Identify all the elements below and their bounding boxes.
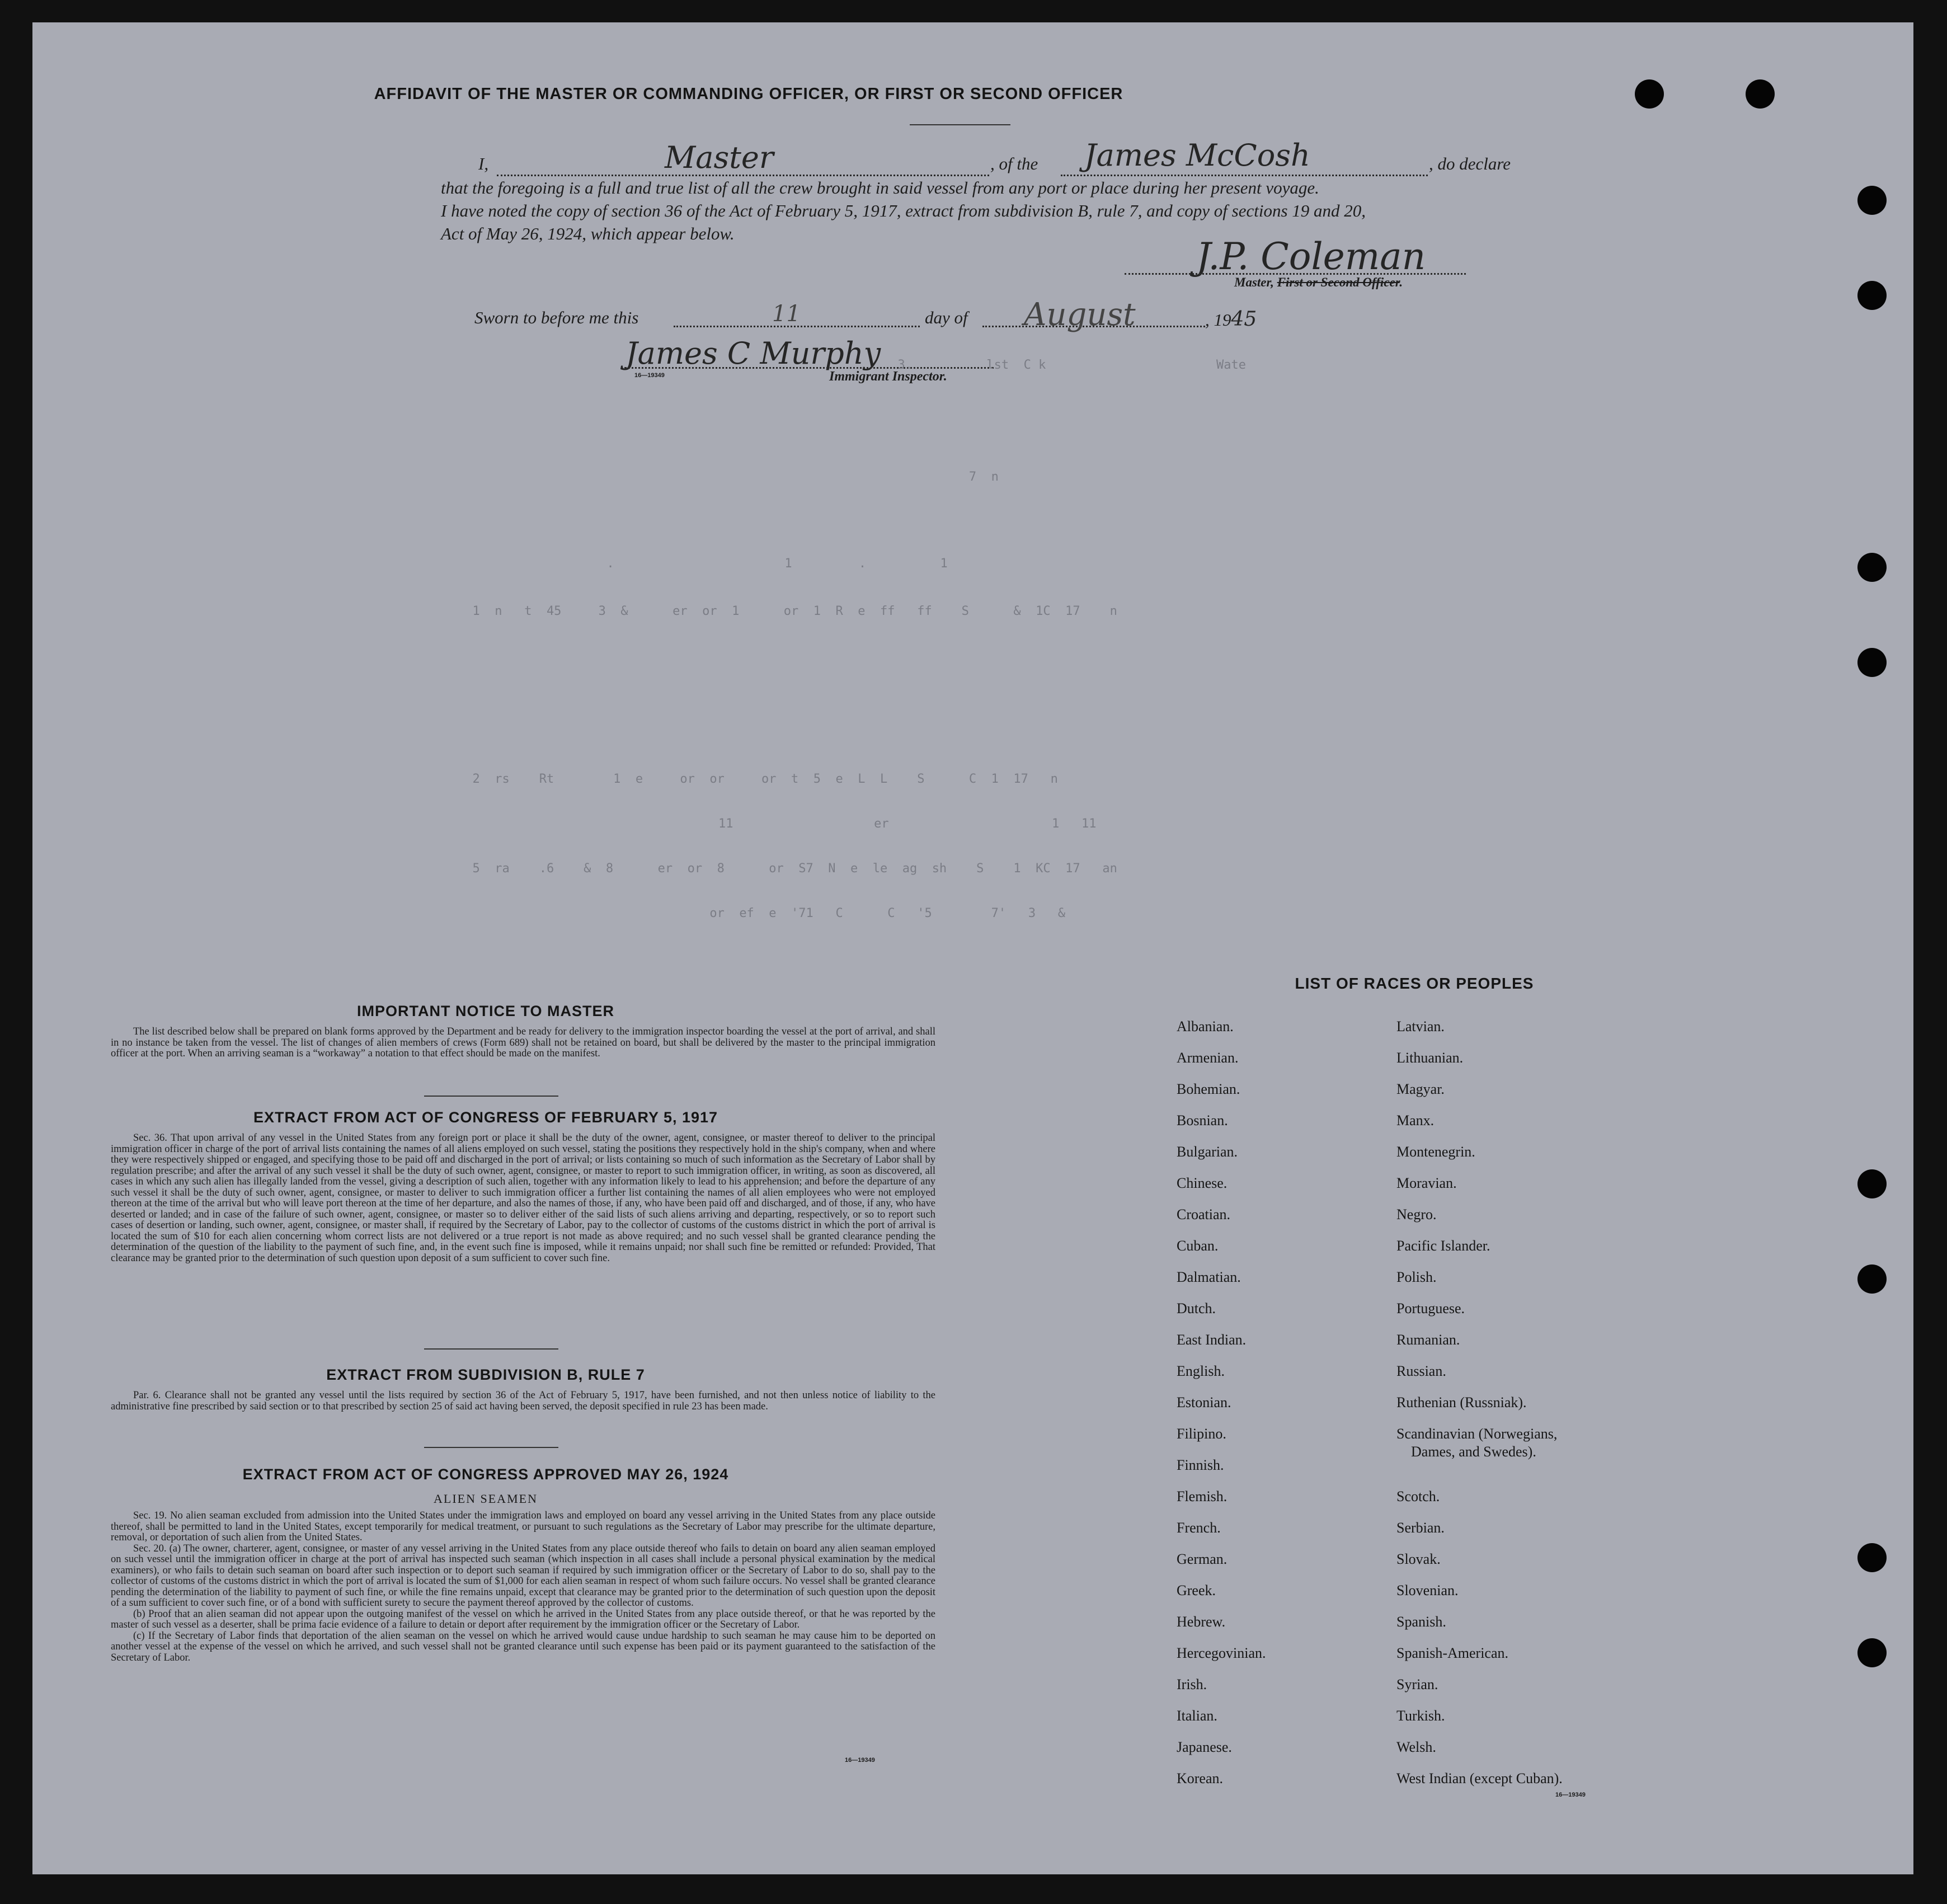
punch-hole <box>1857 1169 1887 1198</box>
master-signature: J.P. Coleman <box>1196 235 1426 278</box>
race-item: German. <box>1177 1551 1228 1567</box>
section-20a-paragraph: Sec. 20. (a) The owner, charterer, agent, consignee, or master of any vessel arriving in the United States from any place outside thereof who fails to detain on board any alien seaman employed on such vessel until the immigration officer in charge at the port of arrival has inspected such seaman (which inspection in all cases shall include a personal physical examination by the medical examiners), or who fails to detain such seaman on board after such inspection or to deport such seaman if required by such immigration officer or the Secretary of Labor to do so, shall pay to the collector of customs of the customs district in which the port of arrival is located the sum of $1,000 for each alien seaman in respect of whom such failure occurs. No vessel shall be granted clearance pending the determination of the liability to payment of such fine, or while the fine remains unpaid, except that clearance may be granted prior to the determination of such question upon the deposit of a sum sufficient to cover such fine, or of a bond with sufficient surety to secure the payment thereof approved by the collector of customs. <box>111 1543 935 1609</box>
do-declare-label: , do declare <box>1429 154 1511 173</box>
race-item: Pacific Islander. <box>1396 1238 1490 1254</box>
punch-hole <box>1857 281 1887 310</box>
race-item: Dames, and Swedes). <box>1411 1444 1536 1460</box>
sworn-month-handwritten: August <box>1024 297 1136 333</box>
extract-1917-text <box>111 1133 935 1264</box>
section-36-paragraph: Sec. 36. That upon arrival of any vessel in the United States from any foreign port or place it shall be the duty of the owner, agent, consignee, or master thereof to deliver to the principal immigration officer in charge of the port of arrival lists containing the names of all aliens employed on such vessel, stating the positions they respectively hold in the ship's company, when and where they were respectively shipped or engaged, and specifying those to be paid off and discharged in the port of arrival; or lists containing so much of such information as the Secretary of Labor shall by regulation prescribe; and after the arrival of any such vessel it shall be the duty of such owner, agent, consignee, or master to report to such immigration officer, in writing, as soon as discovered, all cases in which any such alien has illegally landed from the vessel, giving a description of such alien, together with any information likely to lead to his apprehension; and before the departure of any such vessel it shall be the duty of such owner, agent, consignee, or master to deliver to such immigration officer a further list containing the names of all alien employees who were not employed thereon at the time of the arrival but who will leave port thereon at the time of her departure, and also the names of those, if any, who have been paid off and discharged, and of those, if any, who have deserted or landed; and in case of the failure of such owner, agent, consignee, or master so to deliver either of the said lists of such aliens arriving and departing, respectively, or so to report such cases of desertion or landing, such owner, agent, consignee, or master shall, if required by the Secretary of Labor, pay to the collector of customs of the customs district in which the port of arrival is located the sum of $10 for each alien concerning whom correct lists are not delivered or a true report is not made as above required; and no such vessel shall be granted clearance pending the determination of the question of the liability to the payment of such fine, and, in the event such fine is imposed, while it remains unpaid; nor shall such fine be remitted or refunded: Provided, That clearance may be granted prior to the determination of such question upon deposit of a sum sufficient to cover such fine. <box>111 1132 935 1264</box>
race-item: Turkish. <box>1396 1708 1445 1724</box>
divider <box>424 1096 558 1097</box>
race-item: Armenian. <box>1177 1050 1239 1066</box>
race-item: Hebrew. <box>1177 1614 1226 1630</box>
extract-rule7-title: EXTRACT FROM SUBDIVISION B, RULE 7 <box>326 1366 645 1383</box>
race-item: Ruthenian (Russniak). <box>1396 1394 1527 1411</box>
race-item: Moravian. <box>1396 1175 1457 1191</box>
affidavit-body-line2: I have noted the copy of section 36 of the Act of February 5, 1917, extract from subdivision B, rule 7, and copy of sections 19 and 20, <box>441 201 1366 220</box>
race-item: Filipino. <box>1177 1426 1226 1442</box>
punch-hole <box>1635 79 1664 109</box>
section-20b-paragraph: (b) Proof that an alien seaman did not appear upon the outgoing manifest of the vessel on which he arrived in the United States from any place outside thereof, or that he was reported by the master of such vessel as a deserter, shall be prima facie evidence of a failure to detain or deport after requirement by the immigration officer or the Secretary of Labor. <box>111 1608 935 1630</box>
affidavit-title: AFFIDAVIT OF THE MASTER OR COMMANDING OFFICER, OR FIRST OR SECOND OFFICER <box>374 85 1123 103</box>
race-item: Estonian. <box>1177 1394 1231 1411</box>
race-item: Scandinavian (Norwegians, <box>1396 1426 1558 1442</box>
notice-text <box>111 1027 935 1060</box>
race-item: Bohemian. <box>1177 1081 1240 1097</box>
affidavit-body-line1: that the foregoing is a full and true list of all the crew brought in said vessel from any port or place during her present voyage. <box>441 178 1319 198</box>
race-item: Spanish. <box>1396 1614 1446 1630</box>
punch-hole <box>1857 648 1887 677</box>
bleed-through-text: 3. lst C k Wate <box>883 358 1247 372</box>
caption-struck: First or Second Officer <box>1277 275 1400 289</box>
bleed-through-text: 5 ra .6 & 8 er or 8 or S7 N e le ag sh S 1 KC 17 an <box>458 862 1117 876</box>
master-name-handwritten: Master <box>665 140 774 175</box>
divider <box>424 1447 558 1448</box>
race-item: Japanese. <box>1177 1739 1232 1755</box>
rule7-paragraph: Par. 6. Clearance shall not be granted any vessel until the lists required by section 36 of the Act of February 5, 1917, have been furnished, and not then unless notice of liability to the administrative fine prescribed by said section or to that prescribed by section 25 of said act having been served, the deposit specified in rule 23 has been made. <box>111 1390 935 1412</box>
race-item: Magyar. <box>1396 1081 1445 1097</box>
race-item: Slovenian. <box>1396 1582 1459 1599</box>
race-item: Spanish-American. <box>1396 1645 1509 1661</box>
races-title: LIST OF RACES OR PEOPLES <box>1295 975 1534 992</box>
punch-hole <box>1857 1264 1887 1294</box>
signature-line[interactable] <box>1125 270 1466 275</box>
bleed-through-text: 7 n <box>458 470 999 484</box>
race-item: Albanian. <box>1177 1018 1234 1035</box>
race-item: Negro. <box>1396 1206 1437 1223</box>
form-number: 16—19349 <box>634 372 665 379</box>
of-the-label: , of the <box>990 154 1038 173</box>
race-item: Welsh. <box>1396 1739 1436 1755</box>
extract-1924-text <box>111 1511 935 1663</box>
race-item: Korean. <box>1177 1770 1224 1787</box>
bleed-through-text: or ef e '71 C C '5 7' 3 & <box>458 906 1066 920</box>
year-prefix: , 19 <box>1205 310 1231 330</box>
race-item: Lithuanian. <box>1396 1050 1464 1066</box>
race-item: Montenegrin. <box>1396 1144 1475 1160</box>
section-20c-paragraph: (c) If the Secretary of Labor finds that deportation of the alien seaman on the vessel on which he arrived would cause undue hardship to such seaman he may cause him to be deported on another vessel at the expense of the vessel on which he arrived, and such vessel shall not be granted clearance until such expense has been paid or its payment guaranteed to the satisfaction of the Secretary of Labor. <box>111 1630 935 1663</box>
race-item: Greek. <box>1177 1582 1216 1599</box>
race-item: Portuguese. <box>1396 1300 1465 1317</box>
race-item: Croatian. <box>1177 1206 1231 1223</box>
section-19-paragraph: Sec. 19. No alien seaman excluded from admission into the United States under the immigration laws and employed on board any vessel arriving in the United States from any place outside thereof, shall be permitted to land in the United States, except temporarily for medical treatment, or pursuant to such regulations as the Secretary of Labor may prescribe for the ultimate departure, removal, or deportation of such alien from the United States. <box>111 1510 935 1543</box>
punch-hole <box>1857 186 1887 215</box>
extract-1917-title: EXTRACT FROM ACT OF CONGRESS OF FEBRUARY 5, 1917 <box>253 1109 718 1126</box>
bleed-through-text: . 1 . 1 <box>592 557 948 571</box>
race-item: East Indian. <box>1177 1332 1247 1348</box>
race-item: Finnish. <box>1177 1457 1224 1473</box>
race-item: Dutch. <box>1177 1300 1216 1317</box>
day-of-label: day of <box>925 308 968 327</box>
race-item: Russian. <box>1396 1363 1446 1379</box>
extract-rule7-text <box>111 1390 935 1412</box>
race-item: Manx. <box>1396 1112 1435 1129</box>
signature-caption <box>1234 275 1403 290</box>
punch-hole <box>1857 1638 1887 1667</box>
bleed-through-text: 1 n t 45 3 & er or 1 or 1 R e ff ff S & 1C 17 n <box>458 604 1117 618</box>
race-item: English. <box>1177 1363 1225 1379</box>
year-handwritten: 45 <box>1231 308 1257 331</box>
race-item: Scotch. <box>1396 1488 1440 1505</box>
divider <box>424 1348 558 1350</box>
race-item: Slovak. <box>1396 1551 1441 1567</box>
race-item: Bosnian. <box>1177 1112 1228 1129</box>
form-number: 16—19349 <box>1555 1792 1586 1798</box>
punch-hole <box>1746 79 1775 109</box>
race-item: Hercegovinian. <box>1177 1645 1266 1661</box>
race-item: Dalmatian. <box>1177 1269 1241 1285</box>
sworn-day-handwritten: 11 <box>772 301 801 327</box>
race-item: French. <box>1177 1520 1221 1536</box>
bleed-through-text: 2 rs Rt 1 e or or or t 5 e L L S C 1 17 n <box>458 772 1058 786</box>
document-page <box>32 22 1913 1874</box>
notice-paragraph: The list described below shall be prepared on blank forms approved by the Department and be ready for delivery to the immigration inspector boarding the vessel at the port of arrival, and shall in no instance be taken from the vessel. The list of changes of alien members of crews (Form 689) shall not be retained on board, but shall be delivered by the master to the principal immigration officer at the port. When an arriving seaman is a “workaway” a notation to that effect should be made on the manifest. <box>111 1026 935 1059</box>
vessel-name-handwritten: James McCosh <box>1084 138 1310 173</box>
extract-1924-title: EXTRACT FROM ACT OF CONGRESS APPROVED MAY 26, 1924 <box>242 1466 729 1483</box>
race-item: Italian. <box>1177 1708 1217 1724</box>
bleed-through-text: 11 er 1 11 <box>659 817 1097 831</box>
race-item: Chinese. <box>1177 1175 1228 1191</box>
affidavit-body-line3: Act of May 26, 1924, which appear below. <box>441 224 735 243</box>
race-item: Polish. <box>1396 1269 1437 1285</box>
race-item: Rumanian. <box>1396 1332 1460 1348</box>
punch-hole <box>1857 553 1887 582</box>
notice-title: IMPORTANT NOTICE TO MASTER <box>357 1003 614 1019</box>
race-item: Latvian. <box>1396 1018 1445 1035</box>
race-item: Serbian. <box>1396 1520 1445 1536</box>
inspector-signature: James C Murphy <box>626 336 881 371</box>
race-item: Bulgarian. <box>1177 1144 1238 1160</box>
race-item: Irish. <box>1177 1676 1207 1693</box>
caption-master: Master, <box>1234 275 1274 289</box>
sworn-label: Sworn to before me this <box>474 308 639 327</box>
inspector-caption: Immigrant Inspector. <box>829 369 947 384</box>
year-label <box>1205 308 1257 331</box>
race-item: Flemish. <box>1177 1488 1228 1505</box>
extract-1924-subtitle: ALIEN SEAMEN <box>434 1492 538 1506</box>
punch-hole <box>1857 1543 1887 1572</box>
divider <box>910 124 1010 125</box>
race-item: West Indian (except Cuban). <box>1396 1770 1563 1787</box>
race-item: Syrian. <box>1396 1676 1438 1693</box>
form-number: 16—19349 <box>845 1757 875 1764</box>
i-label: I, <box>478 154 489 173</box>
race-item: Cuban. <box>1177 1238 1219 1254</box>
caption-period: . <box>1399 275 1403 289</box>
